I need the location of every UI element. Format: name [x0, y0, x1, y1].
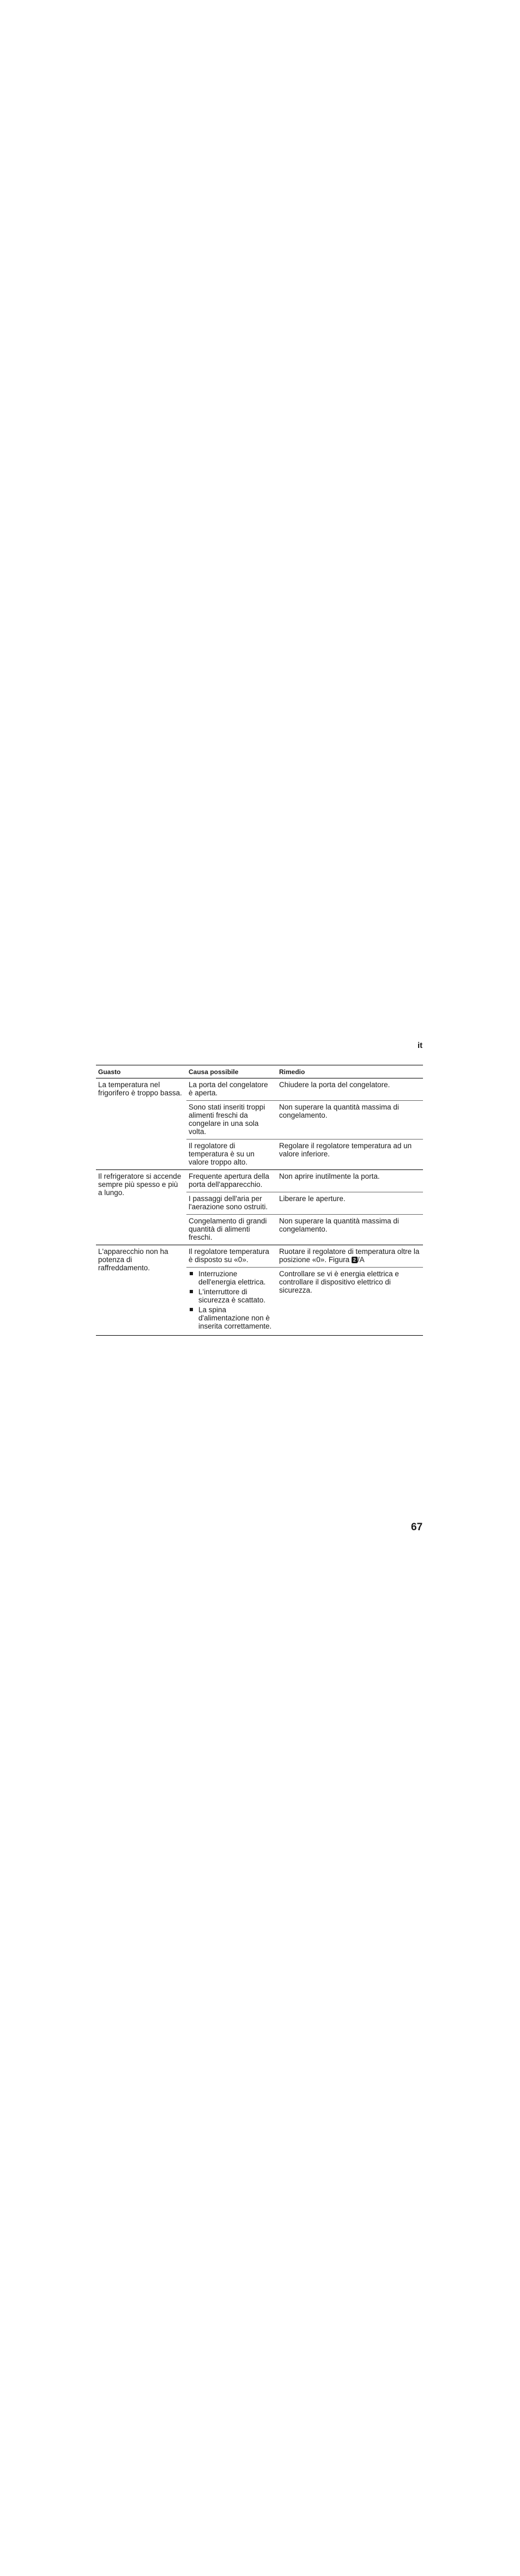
cause-cell: Sono stati inseriti troppi alimenti freschi da congelare in una sola volta.: [186, 1101, 277, 1139]
remedy-cell: Liberare le aperture.: [277, 1192, 423, 1215]
header-remedy: Rimedio: [277, 1065, 423, 1078]
cause-cell: Il regolatore temperatura è disposto su «0».: [186, 1245, 277, 1268]
bullet-item: Interruzione dell'energia elettrica.: [189, 1270, 274, 1286]
fault-cell: La temperatura nel frigorifero è troppo bassa.: [96, 1078, 186, 1170]
cause-bullet-list: [189, 1270, 274, 1330]
remedy-cell: Chiudere la porta del congelatore.: [277, 1078, 423, 1101]
bullet-item: La spina d'alimentazione non è inserita correttamente.: [189, 1306, 274, 1330]
remedy-cell: Non superare la quantità massima di congelamento.: [277, 1215, 423, 1245]
cause-cell: Frequente apertura della porta dell'apparecchio.: [186, 1170, 277, 1192]
fault-cell: Il refrigeratore si accende sempre più spesso e più a lungo.: [96, 1170, 186, 1245]
figure-reference-badge: 2: [352, 1257, 358, 1263]
cause-cell: La porta del congelatore è aperta.: [186, 1078, 277, 1101]
remedy-text-suffix: /A: [357, 1256, 365, 1264]
header-cause: Causa possibile: [186, 1065, 277, 1078]
table-header-row: [96, 1065, 423, 1078]
table-row: [96, 1245, 423, 1268]
remedy-cell: Non superare la quantità massima di congelamento.: [277, 1101, 423, 1139]
cause-cell: I passaggi dell'aria per l'aerazione sono ostruiti.: [186, 1192, 277, 1215]
language-code: it: [418, 1041, 423, 1050]
remedy-cell: [277, 1245, 423, 1268]
page-number: 67: [411, 1522, 423, 1533]
cause-cell: Congelamento di grandi quantità di alimenti freschi.: [186, 1215, 277, 1245]
cause-cell: Il regolatore di temperatura è su un valore troppo alto.: [186, 1139, 277, 1170]
remedy-text: Ruotare il regolatore di temperatura oltre la posizione «0». Figura: [279, 1247, 420, 1264]
troubleshooting-table: [96, 1065, 423, 1336]
remedy-cell: Non aprire inutilmente la porta.: [277, 1170, 423, 1192]
header-fault: Guasto: [96, 1065, 186, 1078]
fault-cell: L'apparecchio non ha potenza di raffreddamento.: [96, 1245, 186, 1336]
remedy-cell: Regolare il regolatore temperatura ad un valore inferiore.: [277, 1139, 423, 1170]
remedy-cell: Controllare se vi è energia elettrica e controllare il dispositivo elettrico di sicurezza.: [277, 1268, 423, 1336]
cause-cell: [186, 1268, 277, 1336]
bullet-item: L'interruttore di sicurezza è scattato.: [189, 1288, 274, 1304]
table-row: [96, 1078, 423, 1101]
table-row: [96, 1170, 423, 1192]
